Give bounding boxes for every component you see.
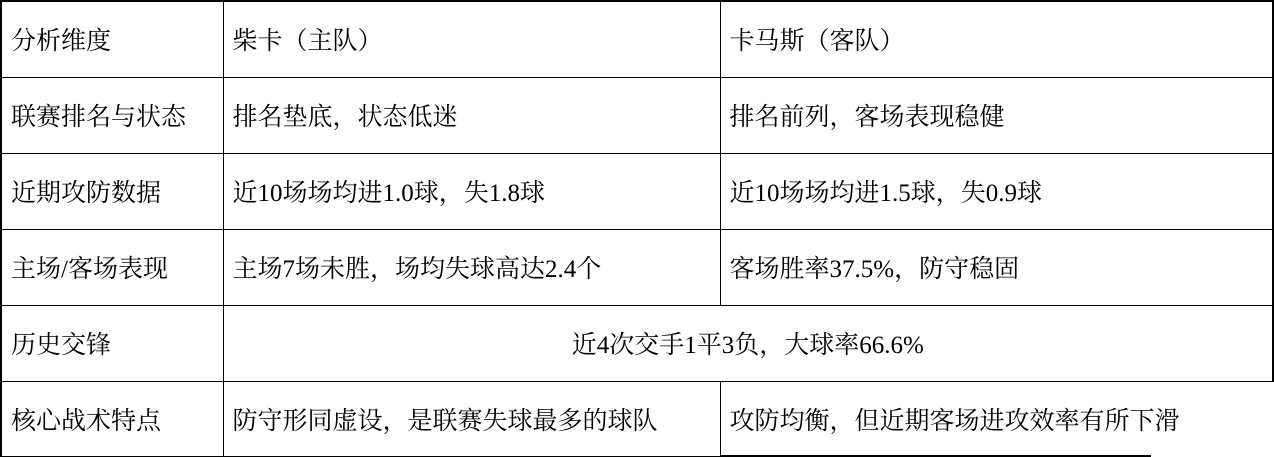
table-row-home-away-performance	[1, 229, 1273, 305]
header-row	[1, 1, 1273, 77]
home-cell: 防守形同虚设，是联赛失球最多的球队	[223, 381, 720, 457]
row-label: 历史交锋	[1, 305, 223, 381]
away-cell: 攻防均衡，但近期客场进攻效率有所下滑	[720, 381, 1273, 457]
header-away-team: 卡马斯（客队）	[720, 1, 1273, 77]
table-row-head-to-head	[1, 305, 1273, 381]
merged-head-to-head-cell: 近4次交手1平3负，大球率66.6%	[223, 305, 1273, 381]
table-row-recent-stats	[1, 153, 1273, 229]
home-cell: 近10场场均进1.0球，失1.8球	[223, 153, 720, 229]
header-home-team: 柴卡（主队）	[223, 1, 720, 77]
home-cell: 主场7场未胜，场均失球高达2.4个	[223, 229, 720, 305]
row-label: 主场/客场表现	[1, 229, 223, 305]
away-cell: 排名前列，客场表现稳健	[720, 77, 1273, 153]
away-cell: 近10场场均进1.5球，失0.9球	[720, 153, 1273, 229]
row-label: 联赛排名与状态	[1, 77, 223, 153]
table-row-tactics	[1, 381, 1273, 457]
table-row-ranking	[1, 77, 1273, 153]
header-dimension-label: 分析维度	[1, 1, 223, 77]
home-cell: 排名垫底，状态低迷	[223, 77, 720, 153]
row-label: 核心战术特点	[1, 381, 223, 457]
away-cell: 客场胜率37.5%，防守稳固	[720, 229, 1273, 305]
row-label: 近期攻防数据	[1, 153, 223, 229]
